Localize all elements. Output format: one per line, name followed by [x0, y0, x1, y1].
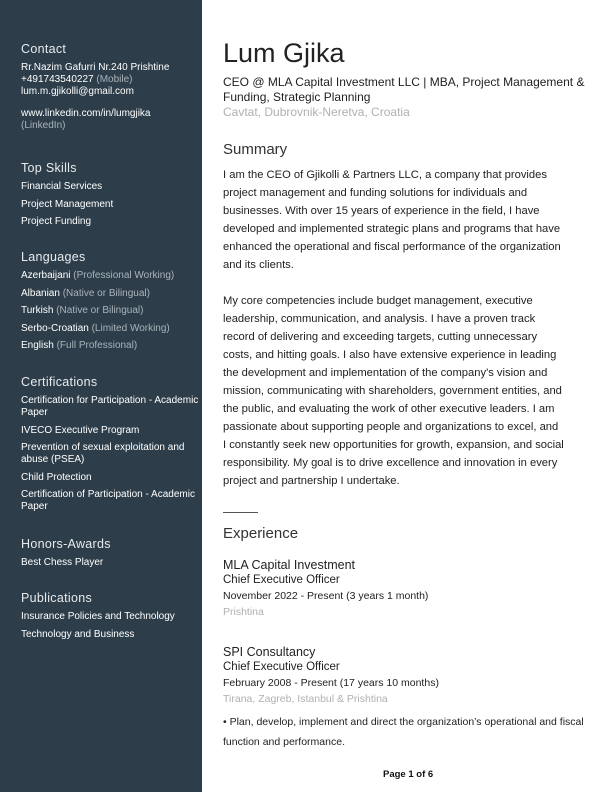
linkedin-link[interactable]: www.linkedin.com/in/lumgjika — [21, 108, 151, 119]
summary-paragraph-1 — [223, 166, 561, 274]
publication-item: Insurance Policies and Technology — [21, 611, 175, 622]
summary-line: responsibility. My goal is to drive excellence and innovation in every — [223, 457, 558, 469]
certifications-heading: Certifications — [21, 375, 98, 389]
publications-section — [21, 591, 199, 646]
certification-item: IVECO Executive Program — [21, 424, 140, 436]
skill-item: Project Funding — [21, 216, 92, 227]
language-level: (Professional Working) — [73, 270, 175, 281]
certification-item: Child Protection — [21, 471, 92, 483]
skills-heading: Top Skills — [21, 161, 77, 175]
honors-section — [21, 537, 199, 575]
summary-line: businesses. With over 15 years of experience in the field, I have — [223, 205, 540, 217]
summary-line: My core competencies include budget management, executive — [223, 295, 533, 307]
language-item — [21, 288, 199, 300]
company-name: MLA Capital Investment — [223, 558, 356, 572]
sidebar — [0, 0, 202, 792]
job-title: Chief Executive Officer — [223, 661, 340, 673]
languages-heading: Languages — [21, 250, 86, 264]
contact-section — [21, 42, 199, 132]
language-name: Albanian — [21, 287, 60, 299]
language-name: Turkish — [21, 305, 54, 316]
certification-item: Certification of Participation - Academic Paper — [21, 489, 195, 512]
summary-line: I am the CEO of Gjikolli & Partners LLC, a company that provides — [223, 169, 547, 181]
address: Rr.Nazim Gafurri Nr.240 Prishtine — [21, 62, 170, 73]
summary-line: enhanced the operational and fiscal performance of the organization — [223, 241, 561, 253]
summary-line: leadership, communication, and analysis. I have a proven track — [223, 313, 536, 325]
summary-line: the development and implementation of the company's vision and — [223, 367, 548, 379]
language-item — [21, 270, 199, 282]
job-location: Tirana, Zagreb, Istanbul & Prishtina — [223, 693, 388, 705]
skill-item: Project Management — [21, 198, 114, 210]
language-level: (Full Professional) — [56, 340, 138, 351]
summary-line: project and partnership I undertake. — [223, 475, 400, 487]
job-dates: February 2008 - Present (17 years 10 months) — [223, 677, 439, 689]
summary-line: and its clients. — [223, 259, 294, 271]
job-title: Chief Executive Officer — [223, 574, 340, 586]
page-number: Page 1 of 6 — [383, 769, 434, 780]
certification-item: Certification for Participation - Academic Paper — [21, 395, 199, 418]
language-name: English — [21, 340, 54, 351]
summary-heading: Summary — [223, 141, 288, 158]
summary-line: I constantly seek new opportunities for growth, expansion, and social — [223, 439, 564, 451]
experience-entry — [223, 557, 428, 620]
publications-heading: Publications — [21, 591, 93, 605]
email-link[interactable]: lum.m.gjikolli@gmail.com — [21, 86, 134, 97]
honors-heading: Honors-Awards — [21, 537, 111, 551]
summary-line: developed and implemented strategic plans and programs that have — [223, 223, 561, 235]
certifications-section — [21, 375, 199, 519]
language-level: (Native or Bilingual) — [62, 287, 150, 299]
headline: CEO @ MLA Capital Investment LLC | MBA, Project Management & Funding, Strategic Planning — [223, 75, 585, 104]
language-name: Azerbaijani — [21, 270, 71, 281]
summary-line: passionate about supporting people and organizations to excel, and — [223, 421, 559, 433]
summary-line: mission, communicating with shareholders, government entities, and — [223, 385, 562, 397]
job-location: Prishtina — [223, 606, 264, 618]
phone-label: (Mobile) — [96, 74, 133, 85]
location: Cavtat, Dubrovnik-Neretva, Croatia — [223, 105, 410, 119]
skills-section — [21, 161, 199, 234]
experience-heading: Experience — [223, 525, 299, 542]
skill-item: Financial Services — [21, 181, 103, 192]
honor-item: Best Chess Player — [21, 557, 104, 568]
language-item — [21, 323, 199, 335]
language-level: (Native or Bilingual) — [56, 305, 144, 316]
summary-line: the public, and evaluating the work of other executive leaders. I am — [223, 403, 555, 415]
linkedin-label: (LinkedIn) — [21, 120, 66, 131]
language-item — [21, 340, 199, 352]
summary-line: record of delivering and exceeding targets, cutting unnecessary — [223, 331, 538, 343]
certification-item: Prevention of sexual exploitation and abuse (PSEA) — [21, 442, 185, 465]
language-level: (Limited Working) — [91, 322, 170, 334]
person-name: Lum Gjika — [223, 38, 345, 68]
divider — [223, 512, 258, 513]
job-dates: November 2022 - Present (3 years 1 month) — [223, 590, 429, 602]
publication-item: Technology and Business — [21, 628, 135, 640]
language-item — [21, 305, 199, 317]
contact-heading: Contact — [21, 42, 67, 56]
job-description — [223, 712, 584, 752]
phone: +491743540227 — [21, 74, 94, 85]
summary-line: project management and funding solutions for individuals and — [223, 187, 528, 199]
summary-paragraph-2 — [223, 292, 564, 490]
summary-line: costs, and hitting goals. I also have extensive experience in leading — [223, 349, 557, 361]
bullet-line: • Plan, develop, implement and direct the organization’s operational and fiscal — [223, 716, 584, 728]
experience-entry — [223, 644, 439, 707]
languages-section — [21, 250, 199, 358]
company-name: SPI Consultancy — [223, 645, 316, 659]
language-name: Serbo-Croatian — [21, 322, 89, 334]
bullet-line: function and performance. — [223, 736, 345, 748]
